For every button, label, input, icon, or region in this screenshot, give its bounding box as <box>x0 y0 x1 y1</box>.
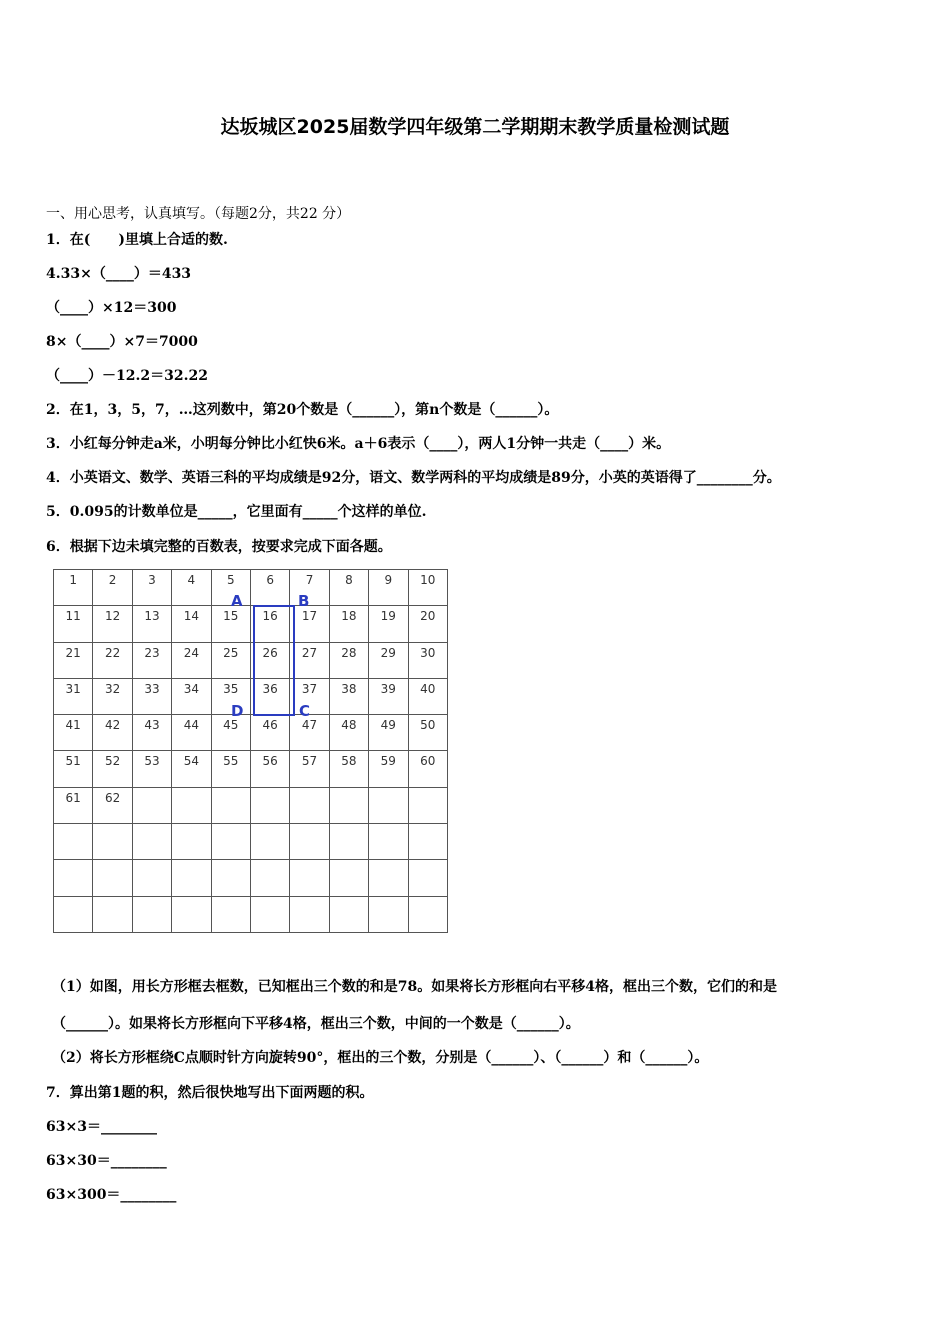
hundred-cell: 50 <box>408 715 447 751</box>
hundred-cell: 55 <box>211 751 250 787</box>
hundred-cell: 51 <box>54 751 93 787</box>
hundred-cell: 33 <box>132 678 171 714</box>
hundred-cell <box>172 787 211 823</box>
question-6-sub1-line2: （______）。如果将长方形框向下平移4格，框出三个数，中间的一个数是（______）。 <box>52 1016 580 1032</box>
hundred-row <box>54 860 448 896</box>
hundred-cell <box>211 860 250 896</box>
question-6-sub2: （2）将长方形框绕C点顺时针方向旋转90°，框出的三个数，分别是（______）、（______）和（______）。 <box>52 1050 709 1066</box>
hundred-row <box>54 715 448 751</box>
hundred-cell: 23 <box>132 642 171 678</box>
hundred-cell: 8 <box>329 570 368 606</box>
hundred-cell <box>211 824 250 860</box>
hundred-cell: 47 <box>290 715 329 751</box>
hundred-cell <box>369 824 408 860</box>
hundred-cell: 52 <box>93 751 132 787</box>
hundred-row <box>54 751 448 787</box>
question-2: 2．在1，3，5，7，…这列数中，第20个数是（______），第n个数是（______）。 <box>46 402 559 418</box>
hundred-cell: 28 <box>329 642 368 678</box>
corner-label-c: C <box>299 702 311 720</box>
hundred-cell: 46 <box>250 715 289 751</box>
hundred-cell: 43 <box>132 715 171 751</box>
hundred-cell: 17 <box>290 606 329 642</box>
corner-label-b: B <box>298 592 310 610</box>
corner-label-d: D <box>231 702 244 720</box>
hundred-cell: 16 <box>250 606 289 642</box>
question-7-stem: 7．算出第1题的积，然后很快地写出下面两题的积。 <box>46 1085 374 1101</box>
hundred-cell <box>290 824 329 860</box>
hundred-cell: 62 <box>93 787 132 823</box>
hundred-cell <box>369 896 408 932</box>
hundred-cell: 57 <box>290 751 329 787</box>
hundred-cell <box>408 896 447 932</box>
hundred-cell: 35 <box>211 678 250 714</box>
hundred-cell <box>329 824 368 860</box>
hundred-cell: 38 <box>329 678 368 714</box>
rectangle-frame <box>253 605 295 716</box>
hundred-cell: 36 <box>250 678 289 714</box>
page-title: 达坂城区2025届数学四年级第二学期期末教学质量检测试题 <box>220 116 730 138</box>
hundred-cell <box>329 787 368 823</box>
hundred-cell: 3 <box>132 570 171 606</box>
hundred-cell <box>329 860 368 896</box>
hundred-cell: 20 <box>408 606 447 642</box>
hundred-row <box>54 570 448 606</box>
hundred-cell <box>290 896 329 932</box>
hundred-cell: 56 <box>250 751 289 787</box>
hundred-cell <box>408 860 447 896</box>
hundred-cell: 6 <box>250 570 289 606</box>
hundred-cell: 9 <box>369 570 408 606</box>
hundred-cell: 19 <box>369 606 408 642</box>
hundred-cell <box>132 860 171 896</box>
hundred-cell <box>93 824 132 860</box>
hundred-cell: 42 <box>93 715 132 751</box>
hundred-cell <box>290 787 329 823</box>
hundred-cell <box>54 896 93 932</box>
hundred-cell: 53 <box>132 751 171 787</box>
hundred-cell <box>172 896 211 932</box>
question-1-item: 4.33×（____）＝433 <box>46 266 192 282</box>
question-7-item: 63×3＝________ <box>46 1119 157 1135</box>
question-5: 5．0.095的计数单位是_____，它里面有_____个这样的单位. <box>46 504 427 520</box>
hundred-cell <box>172 860 211 896</box>
question-1-item: 8×（____）×7＝7000 <box>46 334 198 350</box>
hundred-cell <box>211 787 250 823</box>
hundred-cell: 21 <box>54 642 93 678</box>
question-1-item: （____）×12＝300 <box>46 300 177 316</box>
hundred-cell <box>93 896 132 932</box>
hundred-cell <box>369 787 408 823</box>
hundred-cell: 22 <box>93 642 132 678</box>
hundred-cell: 32 <box>93 678 132 714</box>
hundred-cell: 60 <box>408 751 447 787</box>
hundred-cell <box>132 824 171 860</box>
hundred-cell: 49 <box>369 715 408 751</box>
hundred-cell <box>250 860 289 896</box>
hundred-cell <box>93 860 132 896</box>
hundred-cell: 7 <box>290 570 329 606</box>
hundred-cell: 30 <box>408 642 447 678</box>
hundred-cell <box>250 787 289 823</box>
hundred-cell: 18 <box>329 606 368 642</box>
hundred-row <box>54 787 448 823</box>
hundred-cell: 1 <box>54 570 93 606</box>
hundred-cell <box>408 824 447 860</box>
hundred-cell: 27 <box>290 642 329 678</box>
hundred-cell: 24 <box>172 642 211 678</box>
question-3: 3．小红每分钟走a米，小明每分钟比小红快6米。a＋6表示（____），两人1分钟一共走（____）米。 <box>46 436 671 452</box>
hundred-row <box>54 642 448 678</box>
hundred-cell: 31 <box>54 678 93 714</box>
hundred-cell: 14 <box>172 606 211 642</box>
hundred-cell <box>369 860 408 896</box>
hundred-cell: 39 <box>369 678 408 714</box>
hundred-chart <box>53 569 448 933</box>
hundred-cell <box>172 824 211 860</box>
hundred-cell: 5 <box>211 570 250 606</box>
hundred-cell: 26 <box>250 642 289 678</box>
hundred-cell <box>329 896 368 932</box>
hundred-cell: 25 <box>211 642 250 678</box>
hundred-row <box>54 606 448 642</box>
hundred-cell: 10 <box>408 570 447 606</box>
hundred-cell: 2 <box>93 570 132 606</box>
corner-label-a: A <box>231 592 243 610</box>
hundred-cell <box>250 824 289 860</box>
hundred-cell: 41 <box>54 715 93 751</box>
hundred-cell: 44 <box>172 715 211 751</box>
hundred-cell: 54 <box>172 751 211 787</box>
hundred-cell: 11 <box>54 606 93 642</box>
hundred-table <box>53 569 448 933</box>
hundred-cell <box>211 896 250 932</box>
hundred-cell: 12 <box>93 606 132 642</box>
hundred-cell: 4 <box>172 570 211 606</box>
question-6-sub1-line1: （1）如图，用长方形框去框数，已知框出三个数的和是78。如果将长方形框向右平移4格，框出三个数，它们的和是 <box>52 979 777 995</box>
question-7-item: 63×300＝________ <box>46 1187 177 1203</box>
hundred-cell <box>132 896 171 932</box>
question-6-stem: 6．根据下边未填完整的百数表，按要求完成下面各题。 <box>46 539 392 555</box>
hundred-cell: 58 <box>329 751 368 787</box>
hundred-cell <box>54 860 93 896</box>
hundred-cell: 15 <box>211 606 250 642</box>
hundred-cell: 59 <box>369 751 408 787</box>
hundred-cell <box>132 787 171 823</box>
hundred-cell: 45 <box>211 715 250 751</box>
hundred-cell <box>250 896 289 932</box>
hundred-cell <box>54 824 93 860</box>
question-1-item: （____）－12.2＝32.22 <box>46 368 208 384</box>
question-7-item: 63×30＝________ <box>46 1153 167 1169</box>
hundred-cell: 61 <box>54 787 93 823</box>
hundred-cell: 29 <box>369 642 408 678</box>
hundred-cell: 37 <box>290 678 329 714</box>
question-4: 4．小英语文、数学、英语三科的平均成绩是92分，语文、数学两科的平均成绩是89分，小英的英语得了________分。 <box>46 470 781 486</box>
hundred-cell: 34 <box>172 678 211 714</box>
hundred-row <box>54 824 448 860</box>
question-1-stem: 1．在( )里填上合适的数. <box>46 232 228 248</box>
hundred-cell <box>408 787 447 823</box>
hundred-cell: 40 <box>408 678 447 714</box>
hundred-row <box>54 678 448 714</box>
hundred-cell: 13 <box>132 606 171 642</box>
section-heading: 一、用心思考，认真填写。（每题2分，共22 分） <box>46 206 351 222</box>
hundred-cell: 48 <box>329 715 368 751</box>
hundred-row <box>54 896 448 932</box>
hundred-cell <box>290 860 329 896</box>
